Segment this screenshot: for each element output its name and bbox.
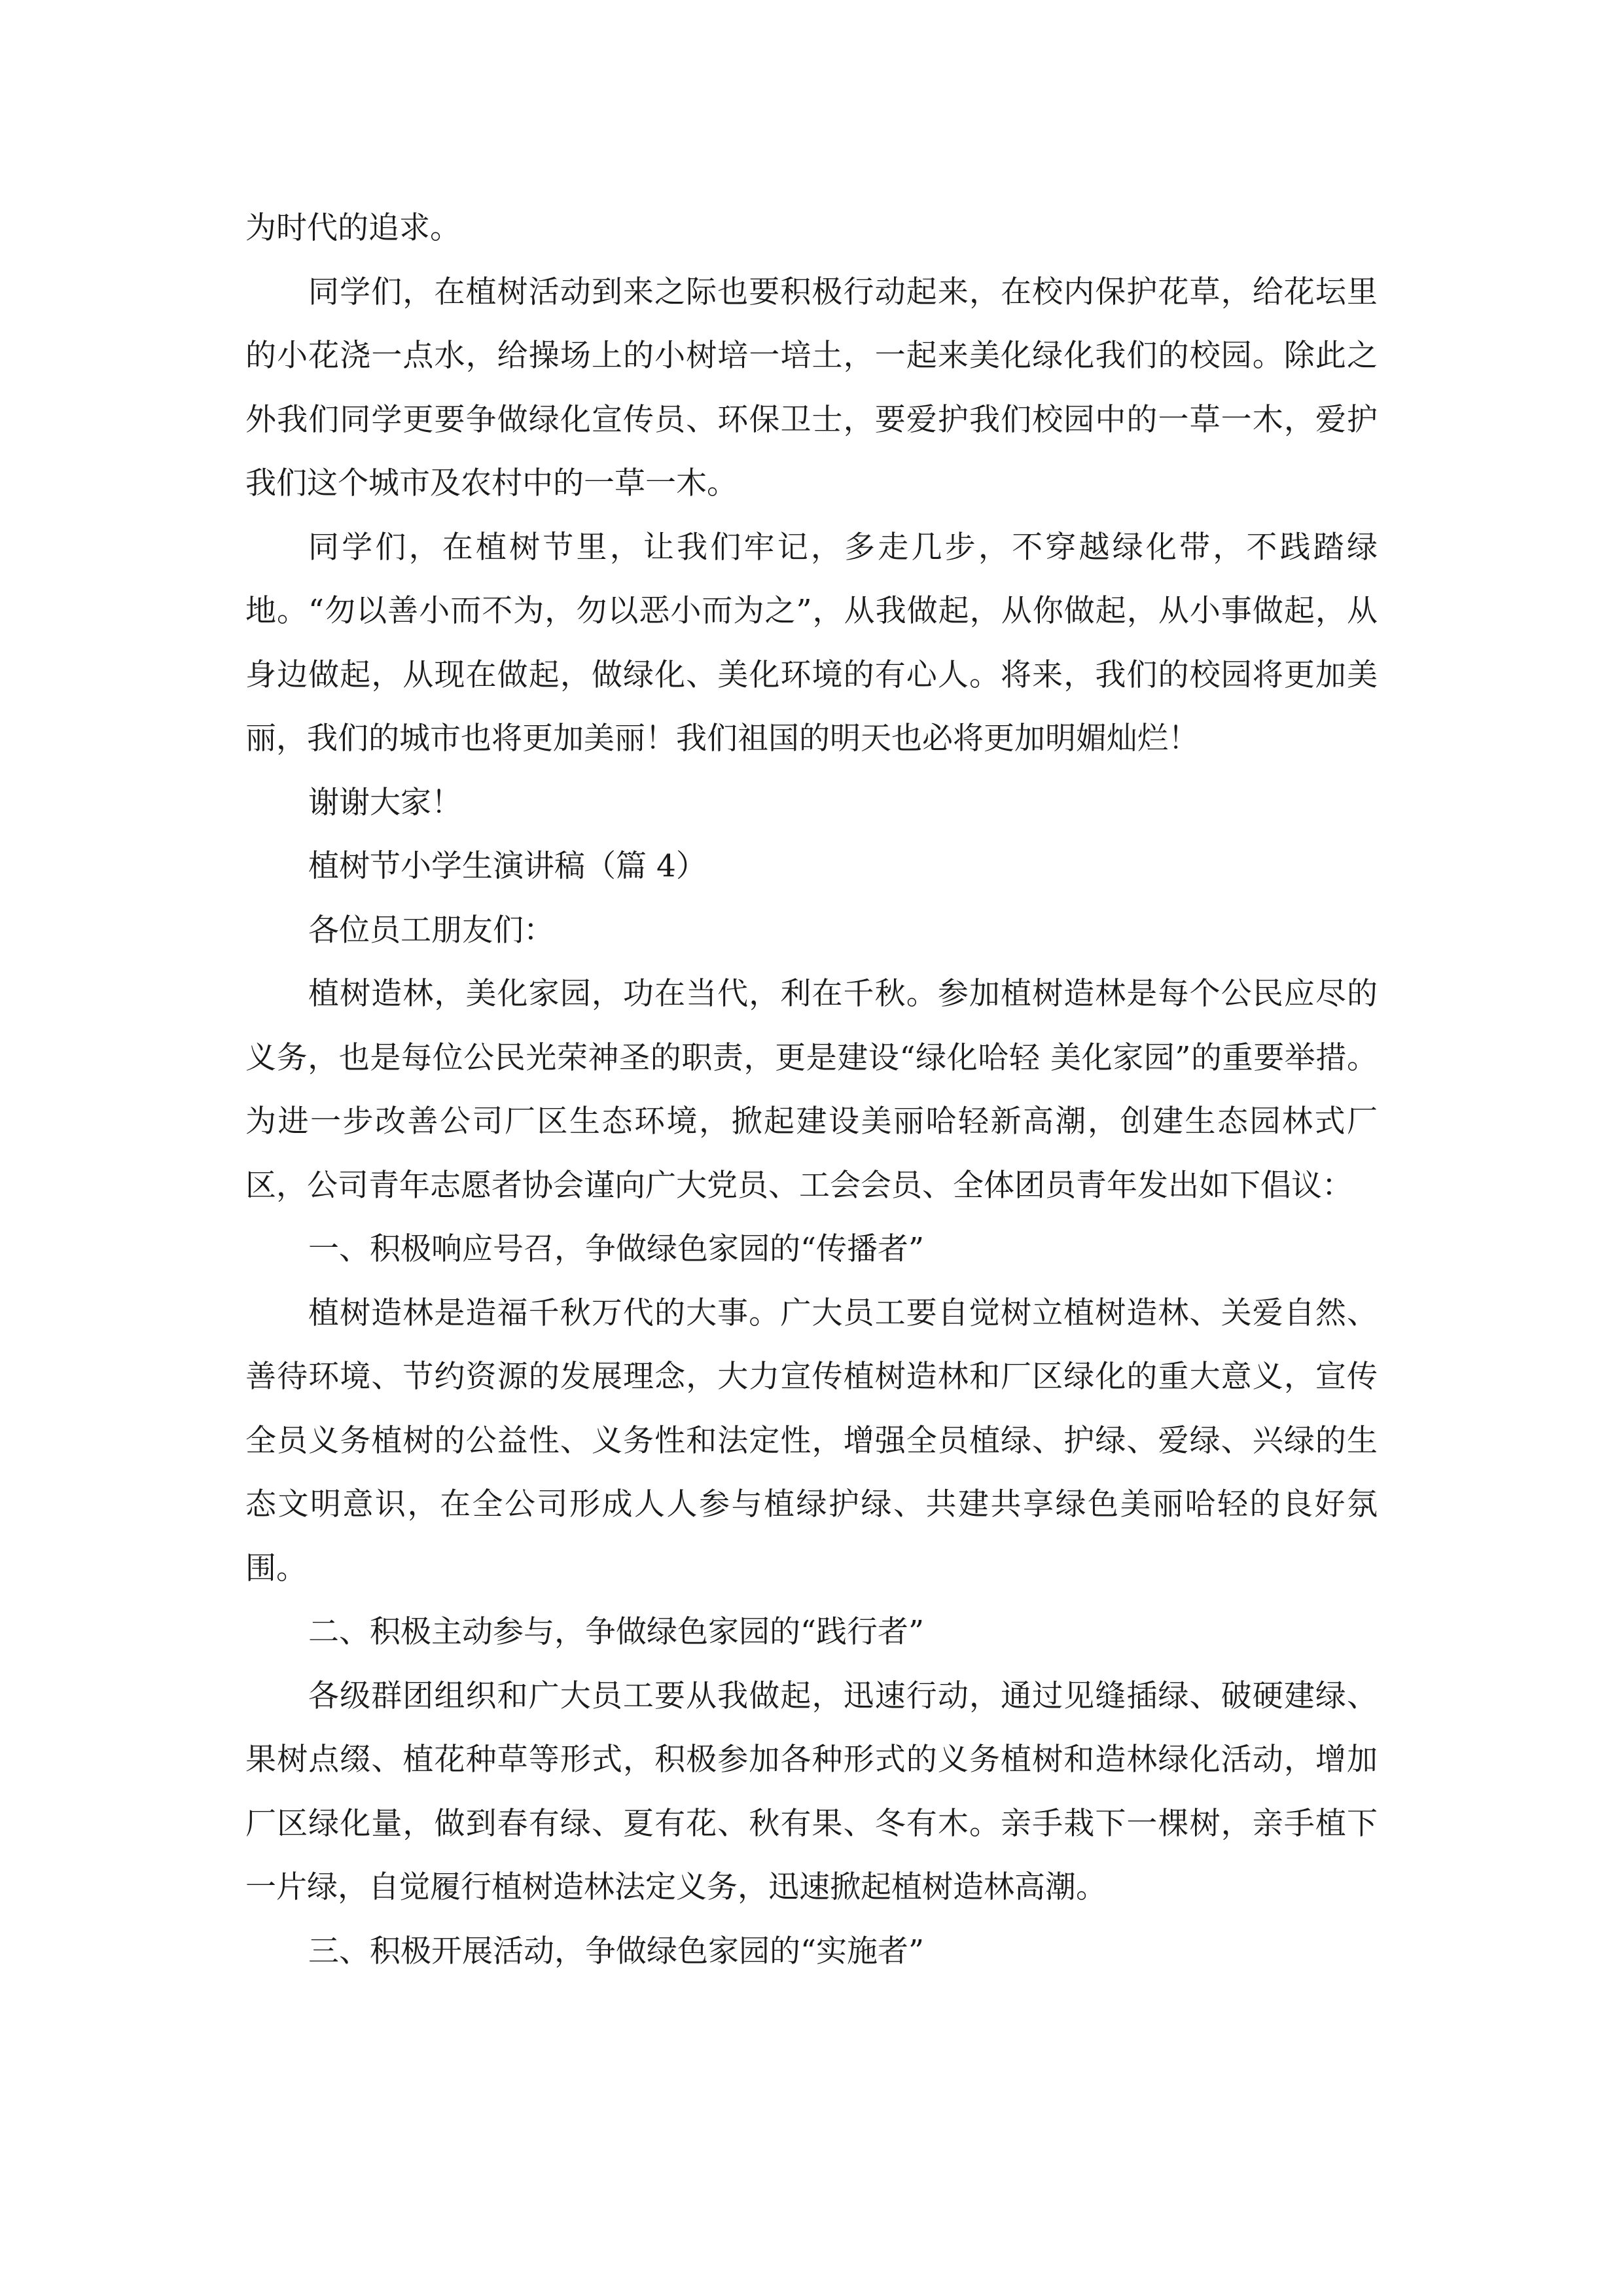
heading-point-2: 二、积极主动参与，争做绿色家园的“践行者” bbox=[308, 1614, 925, 1650]
paragraph: 同学们，在植树节里，让我们牢记，多走几步，不穿越绿化带，不践踏绿地。“勿以善小而不为，勿以恶小而为之”，从我做起，从你做起，从小事做起，从身边做起，从现在做起，做绿化、美化环境的有心人。将来，我们的校园将更加美丽，我们的城市也将更加美丽！我们祖国的明天也必将更加明媚灿烂！ bbox=[245, 529, 1378, 757]
paragraph: 各级群团组织和广大员工要从我做起，迅速行动，通过见缝插绿、破硬建绿、果树点缀、植花种草等形式，积极参加各种形式的义务植树和造林绿化活动，增加厂区绿化量，做到春有绿、夏有花、秋有果、冬有木。亲手栽下一棵树，亲手植下一片绿，自觉履行植树造林法定义务，迅速掀起植树造林高潮。 bbox=[245, 1677, 1378, 1905]
document-body bbox=[245, 196, 1378, 1983]
paragraph-closing: 谢谢大家！ bbox=[308, 784, 462, 821]
paragraph: 为时代的追求。 bbox=[245, 210, 461, 246]
heading-point-1: 一、积极响应号召，争做绿色家园的“传播者” bbox=[308, 1231, 925, 1267]
section-title: 植树节小学生演讲稿（篇 4） bbox=[308, 848, 707, 884]
heading-point-3: 三、积极开展活动，争做绿色家园的“实施者” bbox=[308, 1933, 925, 1969]
paragraph: 植树造林是造福千秋万代的大事。广大员工要自觉树立植树造林、关爱自然、善待环境、节约资源的发展理念，大力宣传植树造林和厂区绿化的重大意义，宣传全员义务植树的公益性、义务性和法定性，增强全员植绿、护绿、爱绿、兴绿的生态文明意识，在全公司形成人人参与植绿护绿、共建共享绿色美丽哈轻的良好氛围。 bbox=[245, 1295, 1378, 1587]
paragraph: 植树造林，美化家园，功在当代，利在千秋。参加植树造林是每个公民应尽的义务，也是每位公民光荣神圣的职责，更是建设“绿化哈轻 美化家园”的重要举措。为进一步改善公司厂区生态环境，掀起建设美丽哈轻新高潮，创建生态园林式厂区，公司青年志愿者协会谨向广大党员、工会会员、全体团员青年发出如下倡议： bbox=[245, 976, 1378, 1204]
paragraph: 同学们，在植树活动到来之际也要积极行动起来，在校内保护花草，给花坛里的小花浇一点水，给操场上的小树培一培土，一起来美化绿化我们的校园。除此之外我们同学更要争做绿化宣传员、环保卫士，要爱护我们校园中的一草一木，爱护我们这个城市及农村中的一草一木。 bbox=[245, 274, 1378, 501]
salutation: 各位员工朋友们： bbox=[308, 912, 554, 948]
